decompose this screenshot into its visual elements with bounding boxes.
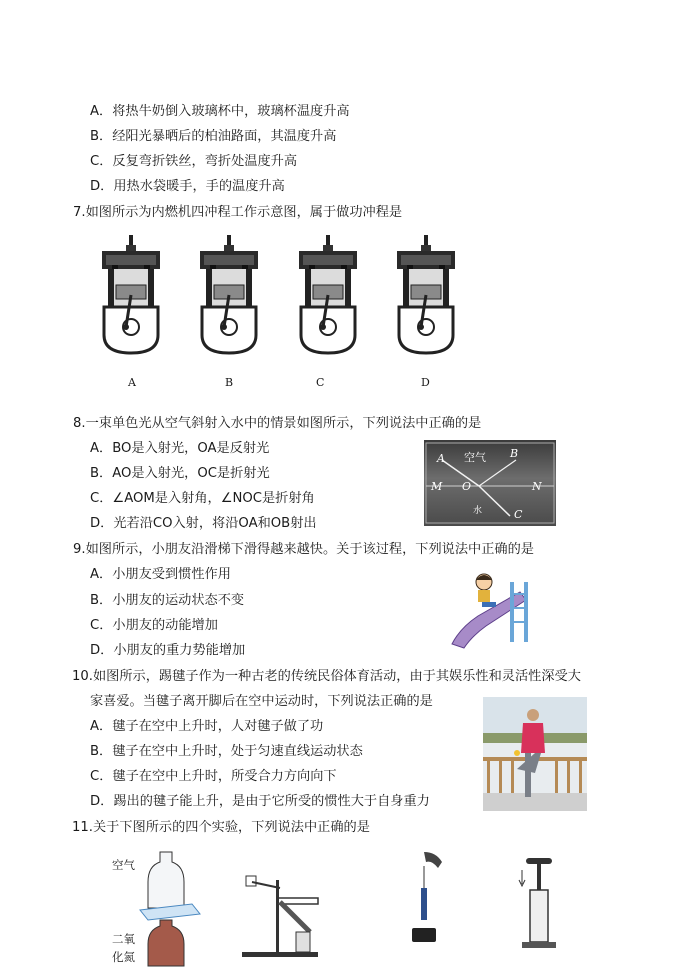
- engine-caption-b: B: [225, 376, 234, 389]
- slide-child-illustration: [450, 572, 536, 650]
- gas-diffusion-jars: [140, 852, 200, 968]
- label-c: C: [514, 508, 523, 521]
- engine-caption-c: C: [316, 376, 325, 389]
- label-water: 水: [473, 506, 483, 516]
- engine-caption-a: A: [128, 376, 136, 389]
- label-air-jar: 空气: [112, 858, 135, 872]
- heating-test-tube-apparatus: [240, 868, 320, 958]
- label-b: B: [510, 447, 519, 460]
- q8-option-a: A．BO是入射光，OA是反射光: [90, 441, 270, 456]
- q9-option-d: D．小朋友的重力势能增加: [90, 643, 246, 658]
- q10-stem-line2: 家喜爱。当毽子离开脚后在空中运动时，下列说法正确的是: [90, 694, 433, 709]
- q7-stem: 7.如图所示为内燃机四冲程工作示意图，属于做功冲程是: [73, 205, 403, 220]
- q10-option-c: C．毽子在空中上升时，所受合力方向向下: [90, 769, 337, 784]
- q9-option-c: C．小朋友的动能增加: [90, 618, 218, 633]
- q11-stem: 11.关于下图所示的四个实验，下列说法中正确的是: [72, 820, 370, 835]
- q10-option-d: D．踢出的毽子能上升，是由于它所受的惯性大于自身重力: [90, 794, 430, 809]
- engine-diagram-d: [395, 235, 457, 355]
- q8-option-b: B．AO是入射光，OC是折射光: [90, 466, 270, 481]
- q9-stem: 9.如图所示，小朋友沿滑梯下滑得越来越快。关于该过程，下列说法中正确的是: [73, 542, 534, 557]
- magnet-hanging-experiment: [406, 852, 446, 944]
- q10-option-b: B．毽子在空中上升时，处于匀速直线运动状态: [90, 744, 363, 759]
- q6-option-a: A．将热牛奶倒入玻璃杯中，玻璃杯温度升高: [90, 104, 350, 119]
- engine-diagram-a: [100, 235, 162, 355]
- shuttlecock-kicking-photo: [483, 697, 587, 811]
- label-co2-line1: 二氧: [112, 932, 135, 946]
- q9-option-a: A．小朋友受到惯性作用: [90, 567, 231, 582]
- q10-option-a: A．毽子在空中上升时，人对毽子做了功: [90, 719, 324, 734]
- q10-stem-line1: 10.如图所示，踢毽子作为一种古老的传统民俗体育活动，由于其娱乐性和灵活性深受大: [72, 669, 581, 684]
- q6-option-c: C．反复弯折铁丝，弯折处温度升高: [90, 154, 298, 169]
- light-refraction-photo: [424, 440, 556, 526]
- fire-syringe-apparatus: [518, 858, 560, 950]
- engine-diagram-b: [198, 235, 260, 355]
- label-n: N: [532, 480, 542, 493]
- label-a: A: [437, 452, 445, 465]
- q8-stem: 8.一束单色光从空气斜射入水中的情景如图所示，下列说法中正确的是: [73, 416, 482, 431]
- label-o: O: [462, 480, 472, 493]
- q6-option-b: B．经阳光暴晒后的柏油路面，其温度升高: [90, 129, 337, 144]
- label-air: 空气: [464, 451, 486, 464]
- label-co2-line2: 化氮: [112, 950, 135, 964]
- label-m: M: [431, 480, 443, 493]
- q8-option-c: C．∠AOM是入射角，∠NOC是折射角: [90, 491, 315, 506]
- q8-option-d: D．光若沿CO入射，将沿OA和OB射出: [90, 516, 317, 531]
- q6-option-d: D．用热水袋暖手，手的温度升高: [90, 179, 285, 194]
- q9-option-b: B．小朋友的运动状态不变: [90, 593, 245, 608]
- engine-caption-d: D: [421, 376, 430, 389]
- engine-diagram-c: [297, 235, 359, 355]
